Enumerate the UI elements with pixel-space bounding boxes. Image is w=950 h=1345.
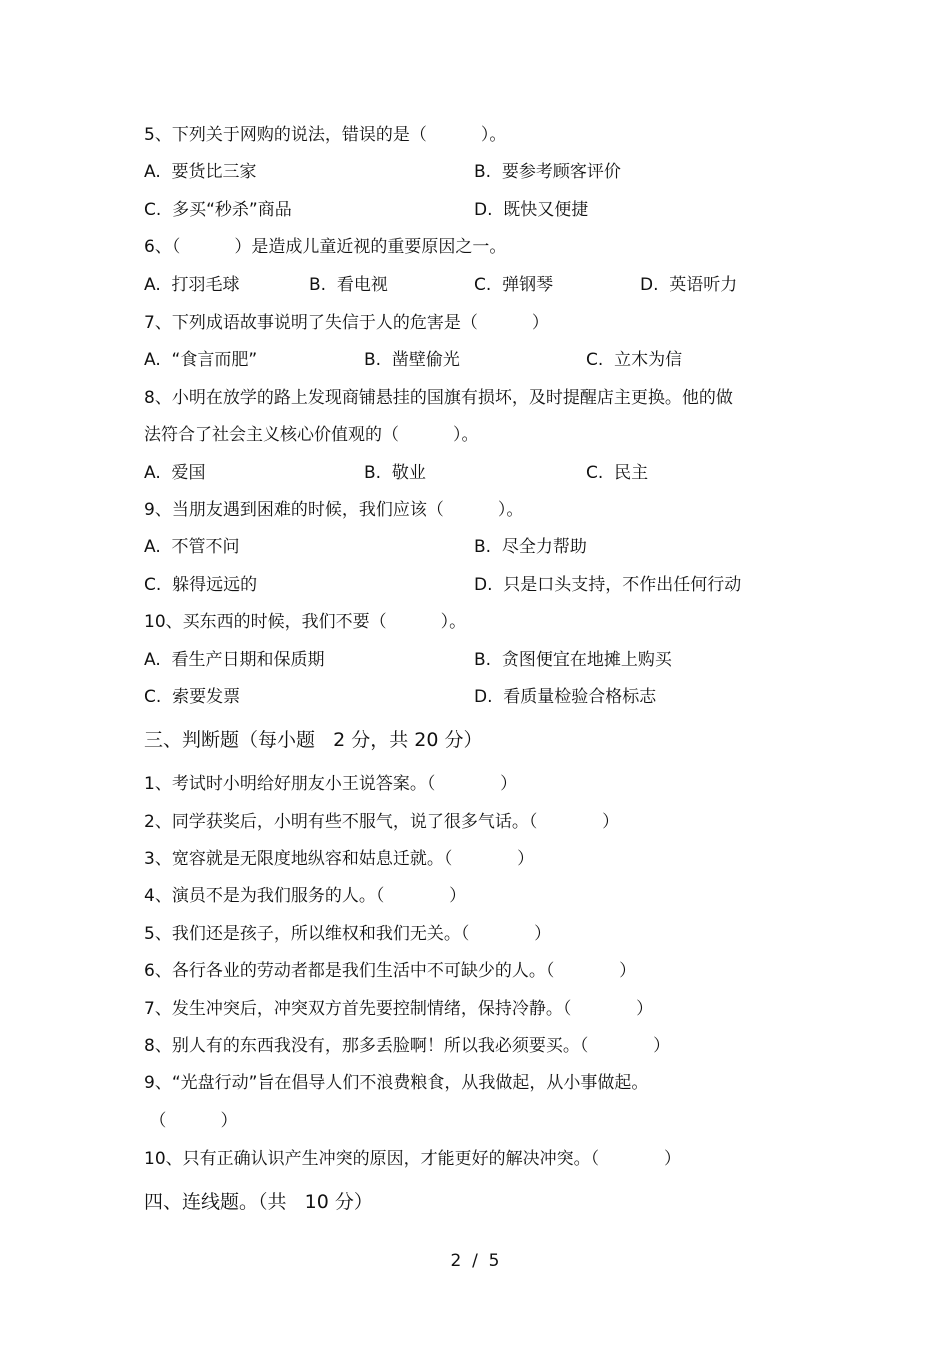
question-7-option-a: A. “食言而肥” [144, 350, 258, 370]
judgment-item-1: 1、考试时小明给好朋友小王说答案。（ ） [144, 774, 518, 794]
page-number: 2 / 5 [450, 1251, 500, 1271]
judgment-item-2: 2、同学获奖后，小明有些不服气，说了很多气话。（ ） [144, 812, 620, 832]
question-5-option-c: C. 多买“秒杀”商品 [144, 200, 292, 220]
question-5-option-b: B. 要参考顾客评价 [474, 162, 621, 182]
section-4-heading: 四、连线题。（共 10 分） [144, 1191, 373, 1213]
question-5-option-d: D. 既快又便捷 [474, 200, 589, 220]
question-10-option-a: A. 看生产日期和保质期 [144, 650, 325, 670]
question-7-option-c: C. 立木为信 [586, 350, 683, 370]
judgment-item-9: 9、“光盘行动”旨在倡导人们不浪费粮食，从我做起，从小事做起。 [144, 1073, 649, 1093]
question-9-option-d: D. 只是口头支持，不作出任何行动 [474, 575, 742, 595]
judgment-item-5: 5、我们还是孩子，所以维权和我们无关。（ ） [144, 924, 552, 944]
question-8-stem-line-1: 8、小明在放学的路上发现商铺悬挂的国旗有损坏，及时提醒店主更换。他的做 [144, 388, 733, 408]
judgment-item-4: 4、演员不是为我们服务的人。（ ） [144, 886, 467, 906]
question-6-option-c: C. 弹钢琴 [474, 275, 554, 295]
judgment-item-8: 8、别人有的东西我没有，那多丢脸啊！所以我必须要买。（ ） [144, 1036, 671, 1056]
question-8-option-a: A. 爱国 [144, 463, 206, 483]
question-9-option-c: C. 躲得远远的 [144, 575, 258, 595]
judgment-item-10: 10、只有正确认识产生冲突的原因，才能更好的解决冲突。（ ） [144, 1149, 681, 1169]
question-9-option-a: A. 不管不问 [144, 537, 240, 557]
question-5-stem: 5、下列关于网购的说法，错误的是（ ）。 [144, 125, 507, 145]
judgment-item-3: 3、宽容就是无限度地纵容和姑息迁就。（ ） [144, 849, 535, 869]
question-7-option-b: B. 凿壁偷光 [364, 350, 460, 370]
question-10-stem: 10、买东西的时候，我们不要（ ）。 [144, 612, 467, 632]
question-8-option-b: B. 敬业 [364, 463, 426, 483]
question-6-option-b: B. 看电视 [309, 275, 388, 295]
question-6-stem: 6、（ ）是造成儿童近视的重要原因之一。 [144, 237, 507, 257]
question-8-stem-line-2: 法符合了社会主义核心价值观的（ ）。 [144, 425, 479, 445]
question-6-option-a: A. 打羽毛球 [144, 275, 240, 295]
judgment-item-7: 7、发生冲突后，冲突双方首先要控制情绪，保持冷静。（ ） [144, 999, 654, 1019]
section-3-heading: 三、判断题（每小题 2 分，共 20 分） [144, 729, 483, 751]
question-10-option-c: C. 索要发票 [144, 687, 241, 707]
question-8-option-c: C. 民主 [586, 463, 649, 483]
question-10-option-b: B. 贪图便宜在地摊上购买 [474, 650, 672, 670]
question-9-stem: 9、当朋友遇到困难的时候，我们应该（ ）。 [144, 500, 524, 520]
question-7-stem: 7、下列成语故事说明了失信于人的危害是（ ） [144, 313, 549, 333]
judgment-item-6: 6、各行各业的劳动者都是我们生活中不可缺少的人。（ ） [144, 961, 637, 981]
question-5-option-a: A. 要货比三家 [144, 162, 257, 182]
question-6-option-d: D. 英语听力 [640, 275, 738, 295]
question-9-option-b: B. 尽全力帮助 [474, 537, 587, 557]
judgment-item-9-answer: （ ） [144, 1111, 238, 1131]
question-10-option-d: D. 看质量检验合格标志 [474, 687, 657, 707]
